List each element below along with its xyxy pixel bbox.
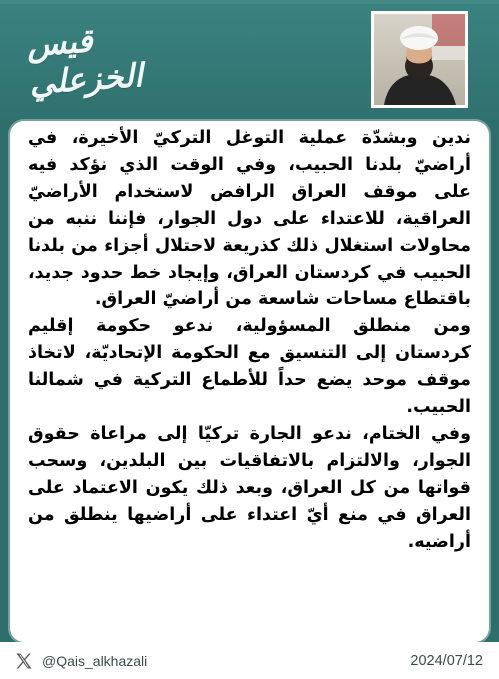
statement-paragraph-2: ومن منطلق المسؤولية، ندعو حكومة إقليم كردستان إلى التنسيق مع الحكومة الإتحاديّة، لاتخاذ موقف موحد يضع حداً للأطماع التركية في شمالنا الحبيب. [28, 316, 471, 418]
signature-logo: قيس الخزعلي [25, 21, 144, 102]
x-logo-icon[interactable] [14, 651, 34, 671]
account-handle[interactable]: @Qais_alkhazali [42, 653, 148, 669]
statement-text [28, 125, 471, 556]
post-date: 2024/07/12 [410, 653, 483, 669]
statement-card [10, 121, 489, 642]
statement-paragraph-1: ندين وبشدّة عملية التوغل التركيّ الأخيرة، في أراضيّ بلدنا الحبيب، وفي الوقت الذي نؤكد فيه على موقف العراق الرافض لاستخدام الأراضيّ العراقية، للاعتداء على دول الجوار، فإننا ننبه من محاولات استغلال ذلك كذريعة لاحتلال أجزاء من بلدنا الحبيب في كردستان العراق، وإيجاد خط حدود جديد، باقتطاع مساحات شاسعة من أراضيّ العراق. [28, 128, 471, 310]
portrait-photo [371, 11, 468, 108]
statement-paragraph-3: وفي الختام، ندعو الجارة تركيّا إلى مراعاة حقوق الجوار، والالتزام بالاتفاقيات بين البلدين، وسحب قواتها من كل العراق، وبعد ذلك يكون الاعتماد على العراق في منع أيّ اعتداء على أراضيها ينطلق من أراضيه. [28, 423, 471, 552]
portrait-icon [374, 14, 465, 105]
